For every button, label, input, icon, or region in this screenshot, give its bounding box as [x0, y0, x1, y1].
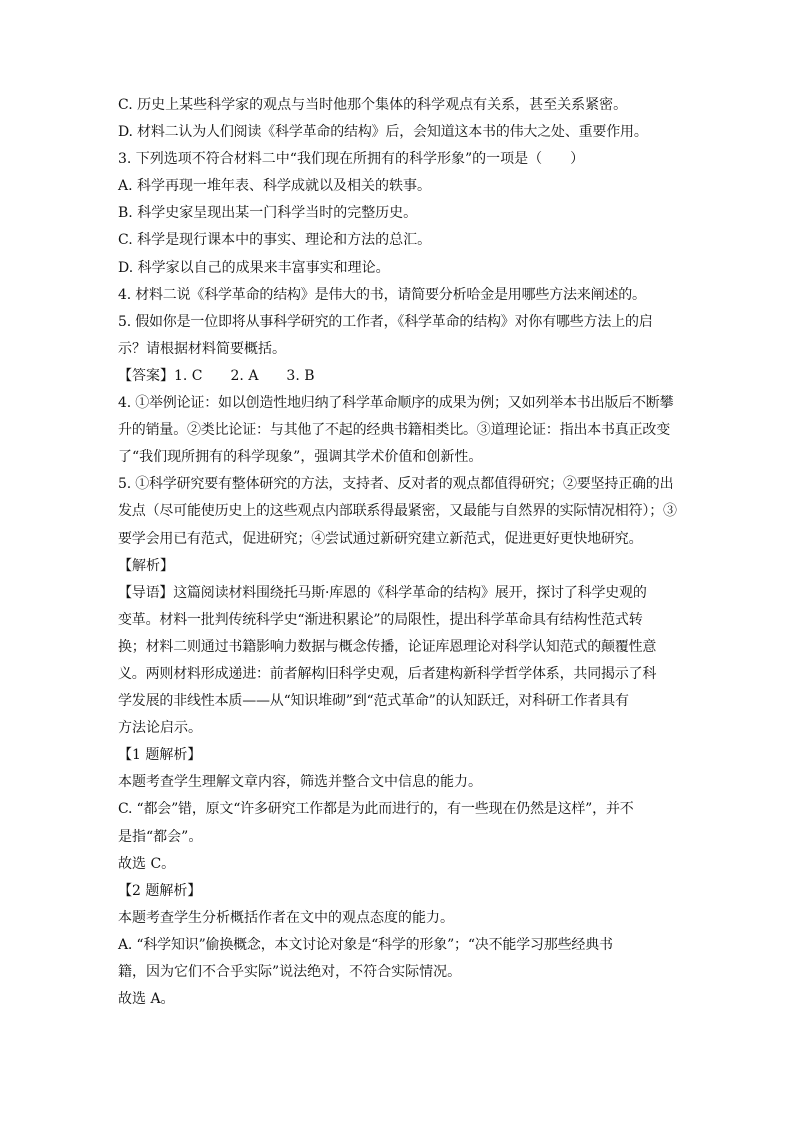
answer-4-line-2: 升的销量。②类比论证：与其他了不起的经典书籍相类比。③道理论证：指出本书真正改变	[118, 422, 670, 439]
intro-line-4: 义。两则材料形成递进：前者解构旧科学史观，后者建构新科学哲学体系，共同揭示了科	[118, 665, 657, 682]
answer-4-line-1: 4. ①举例论证：如以创造性地归纳了科学革命顺序的成果为例；又如列举本书出版后不断攀	[118, 395, 674, 412]
q2-analysis-line-1: 本题考查学生分析概括作者在文中的观点态度的能力。	[118, 909, 454, 926]
question-5-line-1: 5. 假如你是一位即将从事科学研究的工作者，《科学革命的结构》对你有哪些方法上的启	[118, 313, 653, 330]
intro-line-5: 学发展的非线性本质——从“知识堆砌”到“范式革命”的认知跃迁，对科研工作者具有	[118, 693, 629, 710]
q1-analysis-line-2: C. “都会”错，原文“许多研究工作都是为此而进行的，有一些现在仍然是这样”，并不	[118, 801, 634, 818]
q3-option-a: A. 科学再现一堆年表、科学成就以及相关的轶事。	[118, 178, 432, 195]
answer-5-line-1: 5. ①科学研究要有整体研究的方法，支持者、反对者的观点都值得研究；②要坚持正确的出	[118, 476, 674, 493]
q1-analysis-line-3: 是指“都会”。	[118, 828, 203, 845]
q2-analysis-heading: 【2 题解析】	[118, 882, 202, 899]
answer-4-line-3: 了“我们现所拥有的科学现象”，强调其学术价值和创新性。	[118, 449, 483, 466]
q1-analysis-line-1: 本题考查学生理解文章内容，筛选并整合文中信息的能力。	[118, 774, 482, 791]
q3-option-b: B. 科学史家呈现出某一门科学当时的完整历史。	[118, 205, 418, 222]
analysis-heading: 【解析】	[118, 557, 174, 574]
option-d-line: D. 材料二认为人们阅读《科学革命的结构》后，会知道这本书的伟大之处、重要作用。	[118, 124, 648, 141]
question-4-line: 4. 材料二说《科学革命的结构》是伟大的书，请简要分析哈金是用哪些方法来阐述的。	[118, 286, 646, 303]
q2-analysis-line-2: A. “科学知识”偷换概念，本文讨论对象是“科学的形象”；“决不能学习那些经典书	[118, 936, 613, 953]
intro-line-6: 方法论启示。	[118, 720, 202, 737]
answer-heading: 【答案】1. C 2. A 3. B	[118, 367, 315, 384]
q3-option-d: D. 科学家以自己的成果来丰富事实和理论。	[118, 259, 390, 276]
option-c-line: C. 历史上某些科学家的观点与当时他那个集体的科学观点有关系，甚至关系紧密。	[118, 97, 628, 113]
answer-5-line-3: 要学会用已有范式，促进研究；④尝试通过新研究建立新范式，促进更好更快地研究。	[118, 530, 643, 547]
question-3-line: 3. 下列选项不符合材料二中“我们现在所拥有的科学形象”的一项是（ ）	[118, 151, 585, 168]
q2-analysis-line-3: 籍，因为它们不合乎实际”说法绝对，不符合实际情况。	[118, 964, 462, 980]
intro-line-2: 变革。材料一批判传统科学史“渐进积累论”的局限性，提出科学革命具有结构性范式转	[118, 611, 643, 628]
q2-choice: 故选 A。	[118, 991, 175, 1008]
q1-choice: 故选 C。	[118, 855, 176, 872]
q1-analysis-heading: 【1 题解析】	[118, 747, 202, 764]
question-5-line-2: 示？请根据材料简要概括。	[118, 340, 286, 357]
answer-5-line-2: 发点（尽可能使历史上的这些观点内部联系得最紧密，又最能与自然界的实际情况相符）；③	[118, 503, 677, 520]
intro-line-3: 换；材料二则通过书籍影响力数据与概念传播，论证库恩理论对科学认知范式的颠覆性意	[118, 638, 657, 655]
q3-option-c: C. 科学是现行课本中的事实、理论和方法的总汇。	[118, 232, 432, 249]
intro-line-1: 【导语】这篇阅读材料围绕托马斯·库恩的《科学革命的结构》展开，探讨了科学史观的	[118, 584, 647, 601]
